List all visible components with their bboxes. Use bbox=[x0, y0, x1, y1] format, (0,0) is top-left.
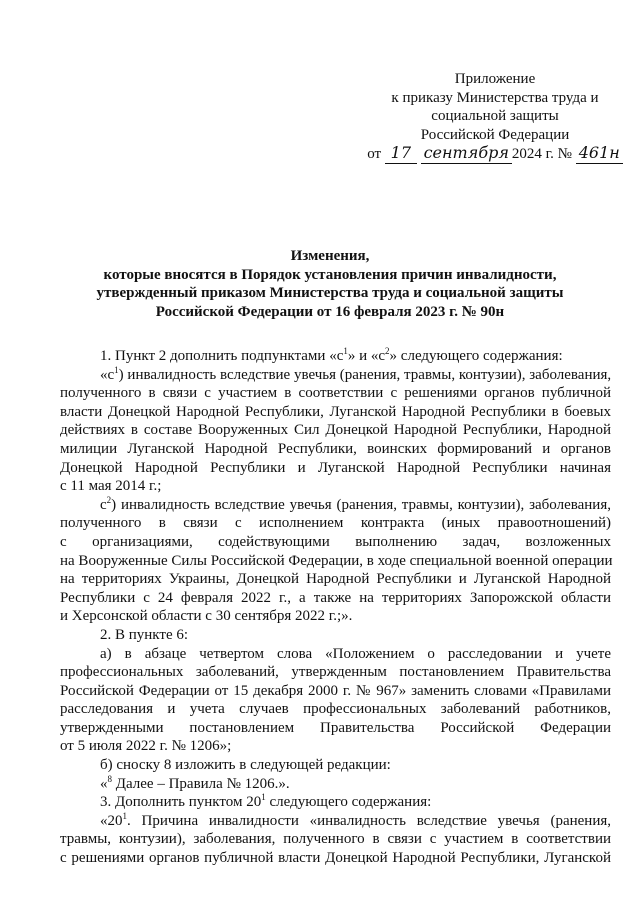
title-line-4: Российской Федерации от 16 февраля 2023 г. № 90н bbox=[155, 303, 505, 320]
body-line: а) в абзаце четвертом слова «Положением о расследовании и учете bbox=[100, 645, 611, 662]
body-line: $с^2$) инвалидность вследствие увечья (ранения, травмы, контузии), заболевания, bbox=[100, 494, 611, 513]
date-year: 2024 г. № bbox=[511, 146, 572, 163]
body-line: с решениями органов публичной власти Донецкой Народной Республики, Луганской bbox=[60, 850, 611, 867]
body-line: «$20^1$. Причина инвалидности «инвалидность вследствие увечья (ранения, bbox=[100, 810, 611, 829]
body-line: 1. Пункт 2 дополнить подпунктами «$с^1$» и «$с^2$» следующего содержания: bbox=[100, 346, 563, 364]
body-line: власти Донецкой Народной Республики, Луганской Народной Республики в боевых bbox=[60, 403, 611, 420]
body-line: расследования и учета случаев профессиональных заболеваний работников, bbox=[60, 701, 611, 718]
body-line: Республики с 24 февраля 2022 г., а также на территориях Запорожской области bbox=[60, 589, 611, 606]
body-line: полученного в связи с участием в соответствии с решениями органов публичной bbox=[60, 385, 611, 402]
body-line: на Вооруженные Силы Российской Федерации, в ходе специальной военной операции bbox=[60, 552, 613, 569]
body-line: с организациями, содействующими выполнению задач, возложенных bbox=[60, 533, 611, 550]
appendix-label: Приложение bbox=[454, 71, 536, 87]
body-line: 3. Дополнить пунктом $20^1$ следующего содержания: bbox=[100, 792, 432, 811]
date-prefix: от bbox=[367, 146, 382, 163]
appendix-date-number bbox=[360, 144, 630, 164]
body-line: б) сноску 8 изложить в следующей редакции: bbox=[100, 757, 391, 774]
title-line-2: которые вносятся в Порядок установления причин инвалидности, bbox=[103, 266, 557, 283]
body-line: травмы, контузии), заболевания, полученного в связи с участием в соответствии bbox=[60, 831, 611, 848]
body-line: полученного в связи с исполнением контракта (иных правоотношений) bbox=[60, 515, 611, 532]
document-body bbox=[60, 347, 611, 868]
body-line: действиях в составе Вооруженных Сил Донецкой Народной Республики, Народной bbox=[60, 422, 611, 439]
body-line: профессиональных заболеваний, утвержденным постановлением Правительства bbox=[60, 664, 611, 681]
body-line: от 5 июля 2022 г. № 1206»; bbox=[60, 738, 232, 755]
body-line: на территориях Украины, Донецкой Народной Республики и Луганской Народной bbox=[60, 571, 611, 588]
appendix-header bbox=[360, 70, 630, 164]
appendix-country: Российской Федерации bbox=[420, 126, 570, 143]
handwritten-order-number: 461н bbox=[576, 144, 623, 164]
appendix-order-ref: к приказу Министерства труда и bbox=[391, 89, 599, 106]
body-line: Донецкой Народной Республики и Луганской Народной Республики начиная bbox=[60, 459, 611, 476]
title-line-1: Изменения, bbox=[290, 248, 370, 264]
body-line: 2. В пункте 6: bbox=[100, 626, 189, 643]
body-line: «$^8$ Далее – Правила № 1206.». bbox=[100, 773, 290, 792]
body-line: утвержденными постановлением Правительства Российской Федерации bbox=[60, 719, 611, 736]
appendix-ministry: социальной защиты bbox=[431, 108, 559, 125]
body-line: «$с^1$) инвалидность вследствие увечья (ранения, травмы, контузии), заболевания, bbox=[100, 364, 612, 383]
body-line: с 11 мая 2014 г.; bbox=[60, 478, 162, 495]
handwritten-day: 17 bbox=[385, 144, 417, 164]
title-line-3: утвержденный приказом Министерства труда и социальной защиты bbox=[96, 285, 564, 302]
body-line: и Херсонской области с 30 сентября 2022 г.;». bbox=[60, 608, 353, 625]
body-line: милиции Луганской Народной Республики, воинских формирований и органов bbox=[60, 440, 611, 457]
document-title bbox=[60, 247, 600, 321]
handwritten-month: сентября bbox=[421, 144, 512, 164]
body-line: Российской Федерации от 15 декабря 2000 г. № 967» заменить словами «Правилами bbox=[60, 682, 611, 699]
